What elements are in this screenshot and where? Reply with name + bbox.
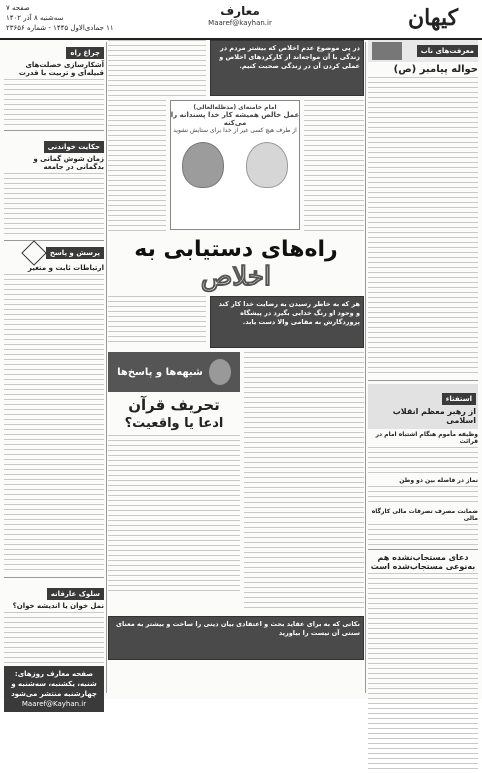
- main-headline: راه‌های دستیابی به: [134, 237, 338, 262]
- article-body: [4, 612, 104, 666]
- bottom-quote: نکاتی که به برای عقاید بحث و اعتقادی بیان دینی را ساخت و بیشتر به معنای سنتی آن نیست را بیاورید: [108, 616, 364, 660]
- middle-column: [108, 40, 364, 695]
- article-headline: زمان شوش گمانی و بدگمانی در جامعه: [33, 155, 104, 171]
- article-headline: دعای مستجاب‌نشده هم به‌نوعی مستجاب‌شده است: [370, 553, 476, 571]
- question-headline: ضمانت مصرف تصرفات مالی کارگاه مالی: [371, 508, 478, 522]
- box-title: سلوک عارفانه: [47, 588, 104, 600]
- article-headline: ارتباطات ثابت و متغیر: [27, 264, 104, 272]
- right-column: [368, 40, 478, 695]
- divider: [4, 577, 104, 578]
- article-subheadline: ادعا یا واقعیت؟: [124, 416, 224, 431]
- article-headline: تحریف قرآن: [128, 396, 220, 414]
- section-email: Maaref@kayhan.ir: [208, 19, 272, 27]
- jar-icon: [182, 142, 224, 188]
- divider: [4, 130, 104, 131]
- divider: [4, 240, 104, 241]
- column-divider: [106, 42, 107, 693]
- subsection-headline: از رهبر معظم انقلاب اسلامی: [392, 407, 476, 425]
- ad-line: عمل خالص همیشه کار خدا پسندانه را می‌کنه: [170, 111, 300, 127]
- article-body: [304, 100, 364, 235]
- section-title: معارف: [220, 4, 260, 18]
- footer-text: صفحه معارف روزهای: شنبه، یکشنبه، سه‌شنبه و چهارشنبه منتشر می‌شود: [11, 670, 97, 698]
- box-title: معرفت‌های ناب: [417, 45, 478, 57]
- masthead: [0, 0, 482, 40]
- question-headline: نماز در فاصله بین دو وطن: [399, 477, 478, 484]
- divider: [368, 549, 478, 550]
- advertisement-box: [170, 100, 301, 230]
- ad-line: امام خامنه‌ای (مدظله‌العالی): [193, 104, 277, 111]
- article-body: [368, 573, 478, 773]
- column-divider: [365, 42, 366, 693]
- issue-line: ۱۱ جمادی‌الاول ۱۴۴۵ - شماره ۲۳۶۵۶: [6, 24, 114, 32]
- article-body: [244, 352, 364, 612]
- box-title: چراغ راه: [66, 47, 104, 59]
- page-number: صفحه ۷: [6, 4, 30, 12]
- banner-title: شبهه‌ها و پاسخ‌ها: [117, 366, 203, 378]
- ad-line: از طرف هیچ کسی غیر از خدا برای ستایش نشوید: [173, 127, 297, 134]
- box-title: استفتاء: [442, 393, 476, 405]
- footer-notice: [4, 666, 104, 712]
- jar-icon: [246, 142, 288, 188]
- shubhe-banner: [108, 352, 240, 392]
- pencil-icon: [21, 240, 46, 265]
- footer-email: Maaref@Kayhan.ir: [21, 700, 87, 708]
- highlight-quote: هر که به خاطر رسیدن به رضایت خدا کار کند و وجود او رنگ خدایی بگیرد در پیشگاه پروردگارش به مقامی والا دست یابد.: [210, 296, 364, 348]
- question-headline: وظیفه مأموم هنگام اشتباه امام در قرائت: [375, 431, 478, 445]
- date-line: سه‌شنبه ۸ آذر ۱۴۰۲: [6, 14, 64, 22]
- article-body: [108, 296, 206, 346]
- page-info: [6, 4, 126, 34]
- answer-body: [368, 486, 478, 506]
- answer-body: [368, 447, 478, 475]
- box-title: پرسش و پاسخ: [46, 247, 104, 259]
- article-headline: آشکارسازی خصلت‌های قبیله‌ای و تربیت با قدرت: [18, 61, 104, 77]
- kayhan-logo: کیهان: [407, 5, 459, 31]
- article-body: [108, 40, 206, 96]
- main-headline-outline: اخلاص: [200, 262, 272, 292]
- divider: [368, 380, 478, 381]
- article-body: [108, 100, 166, 235]
- article-body: [4, 274, 104, 574]
- article-body: [108, 435, 240, 595]
- box-title: حکایت خواندنی: [44, 141, 104, 153]
- left-column: [4, 40, 104, 708]
- article-body: [368, 77, 478, 377]
- article-headline: حواله پیامبر (ص): [393, 64, 478, 75]
- intro-quote: در پی موضوع عدم اخلاص که بیشتر مردم در زندگی با آن مواجه‌اند از کارکردهای اخلاص و عملی کردن آن در زندگی صحبت کنیم.: [210, 40, 364, 96]
- photo-thumbnail: [372, 42, 402, 60]
- article-body: [4, 79, 104, 127]
- article-body: [4, 173, 104, 237]
- answer-body: [368, 524, 478, 546]
- article-headline: نمل خوان یا اندیشه خوان؟: [12, 602, 104, 610]
- head-silhouette-icon: [209, 359, 231, 385]
